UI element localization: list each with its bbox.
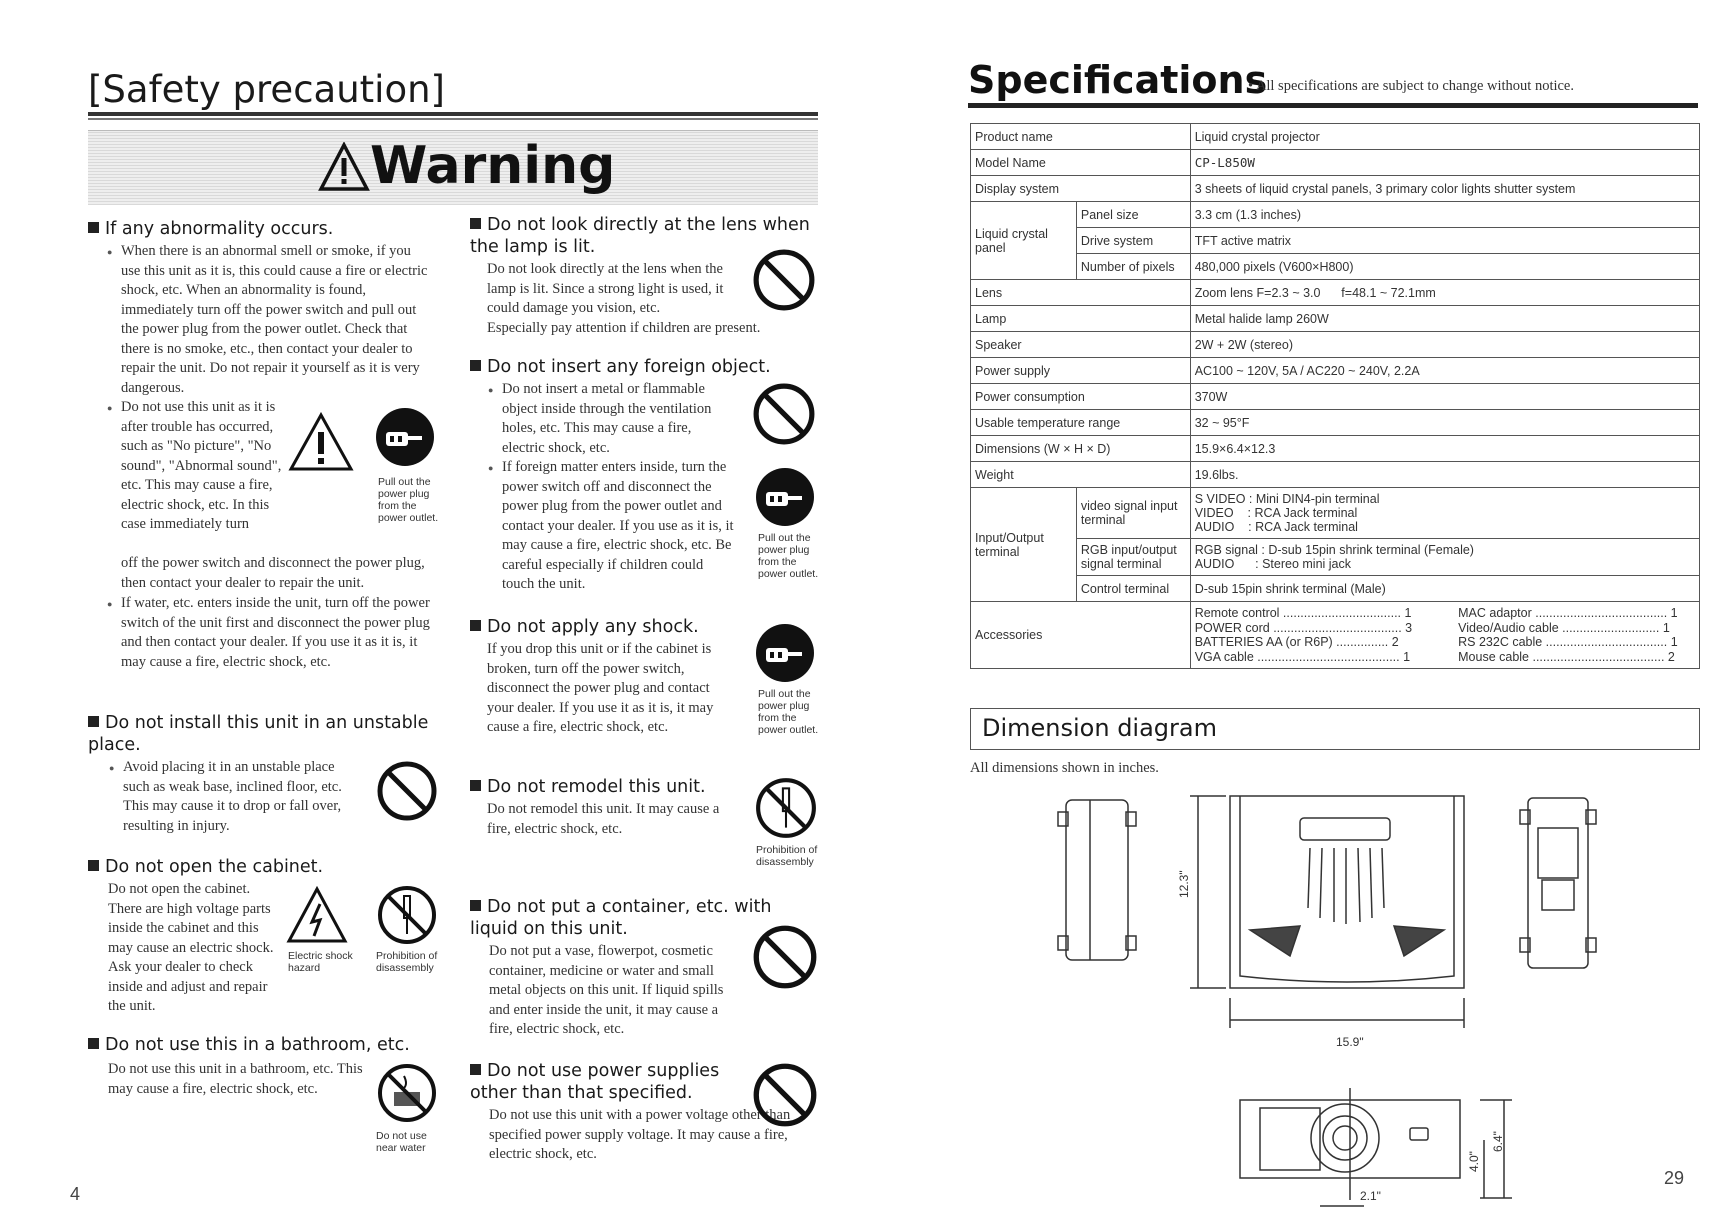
spec-label: Weight (971, 462, 1191, 488)
paragraph-abnormality-2a: ● Do not use this unit as it is after trouble has occurred, such as "No picture", "No sound", "Abnormal sound", etc. This may cause a fire, electric shock, etc. In this case immediately turn (121, 398, 296, 535)
table-row (971, 358, 1700, 384)
spec-group-label: Input/Output terminal (971, 488, 1077, 602)
table-row (971, 436, 1700, 462)
spec-label: Lamp (971, 306, 1191, 332)
spec-group-label: Liquid crystal panel (971, 202, 1077, 280)
label-depth: 12.3" (1177, 870, 1191, 898)
prohibition-icon-lens (752, 248, 816, 312)
section-heading-foreign: Do not insert any foreign object. (470, 356, 810, 378)
table-row (971, 410, 1700, 436)
spec-label: Usable temperature range (971, 410, 1191, 436)
paragraph-abnormality-3: ● If water, etc. enters inside the unit, turn off the power switch of the unit first and disconnect the power plug and then contact your dealer. If you use it as it is, it may cause a fire, electric shock, etc. (121, 594, 439, 672)
spec-value-video: S VIDEO : Mini DIN4-pin terminal VIDEO : RCA Jack terminal AUDIO : RCA Jack terminal (1190, 488, 1699, 539)
paragraph-lens: Do not look directly at the lens when the lamp is lit. Since a strong light is used, it could damage you vision, etc. (487, 261, 724, 316)
caption-no-water: Do not use near water (376, 1130, 427, 1154)
table-row (971, 228, 1700, 254)
table-row (971, 150, 1700, 176)
table-row (971, 602, 1700, 669)
spec-label: Dimensions (W × H × D) (971, 436, 1191, 462)
section-heading-shock: Do not apply any shock. (470, 616, 770, 638)
spec-label: Display system (971, 176, 1191, 202)
spec-label: RGB input/output signal terminal (1076, 539, 1190, 576)
spec-label: Power supply (971, 358, 1191, 384)
paragraph-power: Do not use this unit with a power voltage other than specified power supply voltage. It may cause a fire, electric shock, etc. (489, 1107, 791, 1162)
spec-label: Control terminal (1076, 576, 1190, 602)
section-heading-power: Do not use power supplies other than that specified. (470, 1061, 720, 1103)
paragraph-remodel: Do not remodel this unit. It may cause a fire, electric shock, etc. (487, 801, 720, 837)
table-row (971, 306, 1700, 332)
spec-value: CP-L850W (1190, 150, 1699, 176)
spec-label: Accessories (971, 602, 1191, 669)
spec-label: Power consumption (971, 384, 1191, 410)
spec-label: video signal input terminal (1076, 488, 1190, 539)
paragraph-cabinet: Do not open the cabinet. There are high voltage parts inside the cabinet and this may cause an electric shock. Ask your dealer to check inside and adjust and repair the unit. (108, 881, 274, 1014)
page-number-right: 29 (1664, 1168, 1685, 1188)
unplug-icon-3 (754, 622, 816, 684)
spec-label: Drive system (1076, 228, 1190, 254)
caution-triangle-icon (288, 412, 354, 472)
spec-value: 2W + 2W (stereo) (1190, 332, 1699, 358)
spec-label: Model Name (971, 150, 1191, 176)
unplug-icon (374, 406, 436, 468)
spec-value: 480,000 pixels (V600×H800) (1190, 254, 1699, 280)
caption-prohibition-2: Prohibition of disassembly (756, 844, 818, 868)
spec-value: D-sub 15pin shrink terminal (Male) (1190, 576, 1699, 602)
table-row (971, 124, 1700, 150)
table-row (971, 488, 1700, 539)
table-row (971, 280, 1700, 306)
table-row (971, 384, 1700, 410)
dimension-note: All dimensions shown in inches. (970, 760, 1159, 776)
page-title-specifications: Specifications (968, 58, 1268, 102)
table-row (971, 176, 1700, 202)
table-row (971, 254, 1700, 280)
spec-label: Panel size (1076, 202, 1190, 228)
paragraph-foreign-2: ● If foreign matter enters inside, turn the power switch off and disconnect the power plug from the power outlet and contact your dealer. If you use as it is, it may cause a fire, electric shock, etc. Be careful especially if children could touch the unit. (502, 458, 738, 595)
spec-value: 19.6lbs. (1190, 462, 1699, 488)
label-h1: 4.0" (1467, 1151, 1481, 1172)
section-heading-abnormality: If any abnormality occurs. (88, 218, 428, 240)
caption-unplug-1: Pull out the power plug from the power outlet. (378, 476, 439, 524)
warning-triangle-icon (318, 142, 370, 192)
no-water-icon (376, 1062, 438, 1124)
prohibition-icon-power (752, 1062, 818, 1128)
caption-prohibition-1: Prohibition of disassembly (376, 950, 438, 974)
spec-value: 370W (1190, 384, 1699, 410)
warning-heading: Warning (370, 136, 616, 196)
spec-value: 15.9×6.4×12.3 (1190, 436, 1699, 462)
spec-label: Speaker (971, 332, 1191, 358)
spec-value: Liquid crystal projector (1190, 124, 1699, 150)
paragraph-unstable: ● Avoid placing it in an unstable place such as weak base, inclined floor, etc. This may cause it to drop or fall over, resulting in injury. (123, 758, 363, 836)
spec-value: 32 ~ 95°F (1190, 410, 1699, 436)
spec-label: Number of pixels (1076, 254, 1190, 280)
paragraph-abnormality-1: ● When there is an abnormal smell or smoke, if you use this unit as it is, this could cause a fire or electric shock, etc. When an abnormality is found, immediately turn off the power switch and pull out the power plug from the power outlet. Check that there is no smoke, etc., then contact your dealer to repair the unit. Do not repair it yourself as it is very dangerous. (121, 242, 431, 398)
section-heading-liquid: Do not put a container, etc. with liquid on this unit. (470, 897, 772, 939)
title-rule (88, 112, 818, 116)
page-title-safety: [Safety precaution] (88, 68, 445, 111)
caption-unplug-3: Pull out the power plug from the power outlet. (758, 688, 819, 736)
paragraph-abnormality-2b: off the power switch and disconnect the power plug, then contact your dealer to repair the unit. (121, 555, 425, 591)
spec-label: Product name (971, 124, 1191, 150)
no-disassembly-icon (376, 884, 438, 946)
paragraph-shock: If you drop this unit or if the cabinet is broken, turn off the power switch, disconnect the power plug and contact your dealer. If you use it as it is, it may cause a fire, electric shock, etc. (487, 641, 714, 735)
section-heading-unstable: Do not install this unit in an unstable place. (88, 713, 429, 755)
table-row (971, 539, 1700, 576)
electric-shock-icon (286, 886, 348, 944)
specifications-note: • All specifications are subject to change without notice. (1248, 78, 1574, 94)
paragraph-foreign-1: ● Do not insert a metal or flammable object inside through the ventilation holes, etc. This may cause a fire, electric shock, etc. (502, 380, 737, 458)
spec-value: 3 sheets of liquid crystal panels, 3 primary color lights shutter system (1190, 176, 1699, 202)
page-number-left: 4 (70, 1184, 81, 1204)
dimension-drawing (1050, 788, 1610, 1218)
prohibition-icon-liquid (752, 924, 818, 990)
spec-value: 3.3 cm (1.3 inches) (1190, 202, 1699, 228)
label-lens: 2.1" (1360, 1189, 1381, 1203)
spec-value-accessories: Remote control .................................. 1 POWER cord ..................................... 3 BATTERIES AA (or R6P) ............... 2 VGA cable ......................................... 1 MAC adaptor ...................................... 1 Video/Audio cable ............................ 1 RS 232C cable ................................... 1 Mouse cable ...................................... 2 (1190, 602, 1699, 669)
spec-value: Metal halide lamp 260W (1190, 306, 1699, 332)
section-heading-remodel: Do not remodel this unit. (470, 776, 770, 798)
section-heading-cabinet: Do not open the cabinet. (88, 856, 448, 878)
table-row (971, 332, 1700, 358)
spec-value: TFT active matrix (1190, 228, 1699, 254)
paragraph-liquid: Do not put a vase, flowerpot, cosmetic container, medicine or water and small metal objects on this unit. If liquid spills and enter inside the unit, it may cause a fire, electric shock, etc. (489, 943, 724, 1037)
paragraph-lens-2: Especially pay attention if children are present. (487, 320, 761, 336)
spec-label: Lens (971, 280, 1191, 306)
paragraph-bathroom: Do not use this unit in a bathroom, etc. This may cause a fire, electric shock, etc. (108, 1061, 363, 1097)
section-heading-bathroom: Do not use this in a bathroom, etc. (88, 1034, 448, 1056)
table-row (971, 202, 1700, 228)
spec-table (970, 123, 1700, 669)
caption-unplug-2: Pull out the power plug from the power outlet. (758, 532, 819, 580)
prohibition-icon-foreign (752, 382, 816, 446)
label-width: 15.9" (1336, 1035, 1364, 1049)
label-h2: 6.4" (1491, 1131, 1505, 1152)
spec-value: AC100 ~ 120V, 5A / AC220 ~ 240V, 2.2A (1190, 358, 1699, 384)
no-disassembly-icon-2 (754, 776, 818, 840)
unplug-icon-2 (754, 466, 816, 528)
dimension-title: Dimension diagram (982, 714, 1217, 742)
spec-value-rgb: RGB signal : D-sub 15pin shrink terminal (Female) AUDIO : Stereo mini jack (1190, 539, 1699, 576)
section-heading-lens: Do not look directly at the lens when the lamp is lit. (470, 215, 810, 257)
title-rule-thin (88, 118, 818, 120)
prohibition-icon (376, 760, 438, 822)
table-row (971, 462, 1700, 488)
spec-value: Zoom lens F=2.3 ~ 3.0 f=48.1 ~ 72.1mm (1190, 280, 1699, 306)
spec-rule (968, 103, 1698, 108)
caption-electric-shock: Electric shock hazard (288, 950, 353, 974)
table-row (971, 576, 1700, 602)
